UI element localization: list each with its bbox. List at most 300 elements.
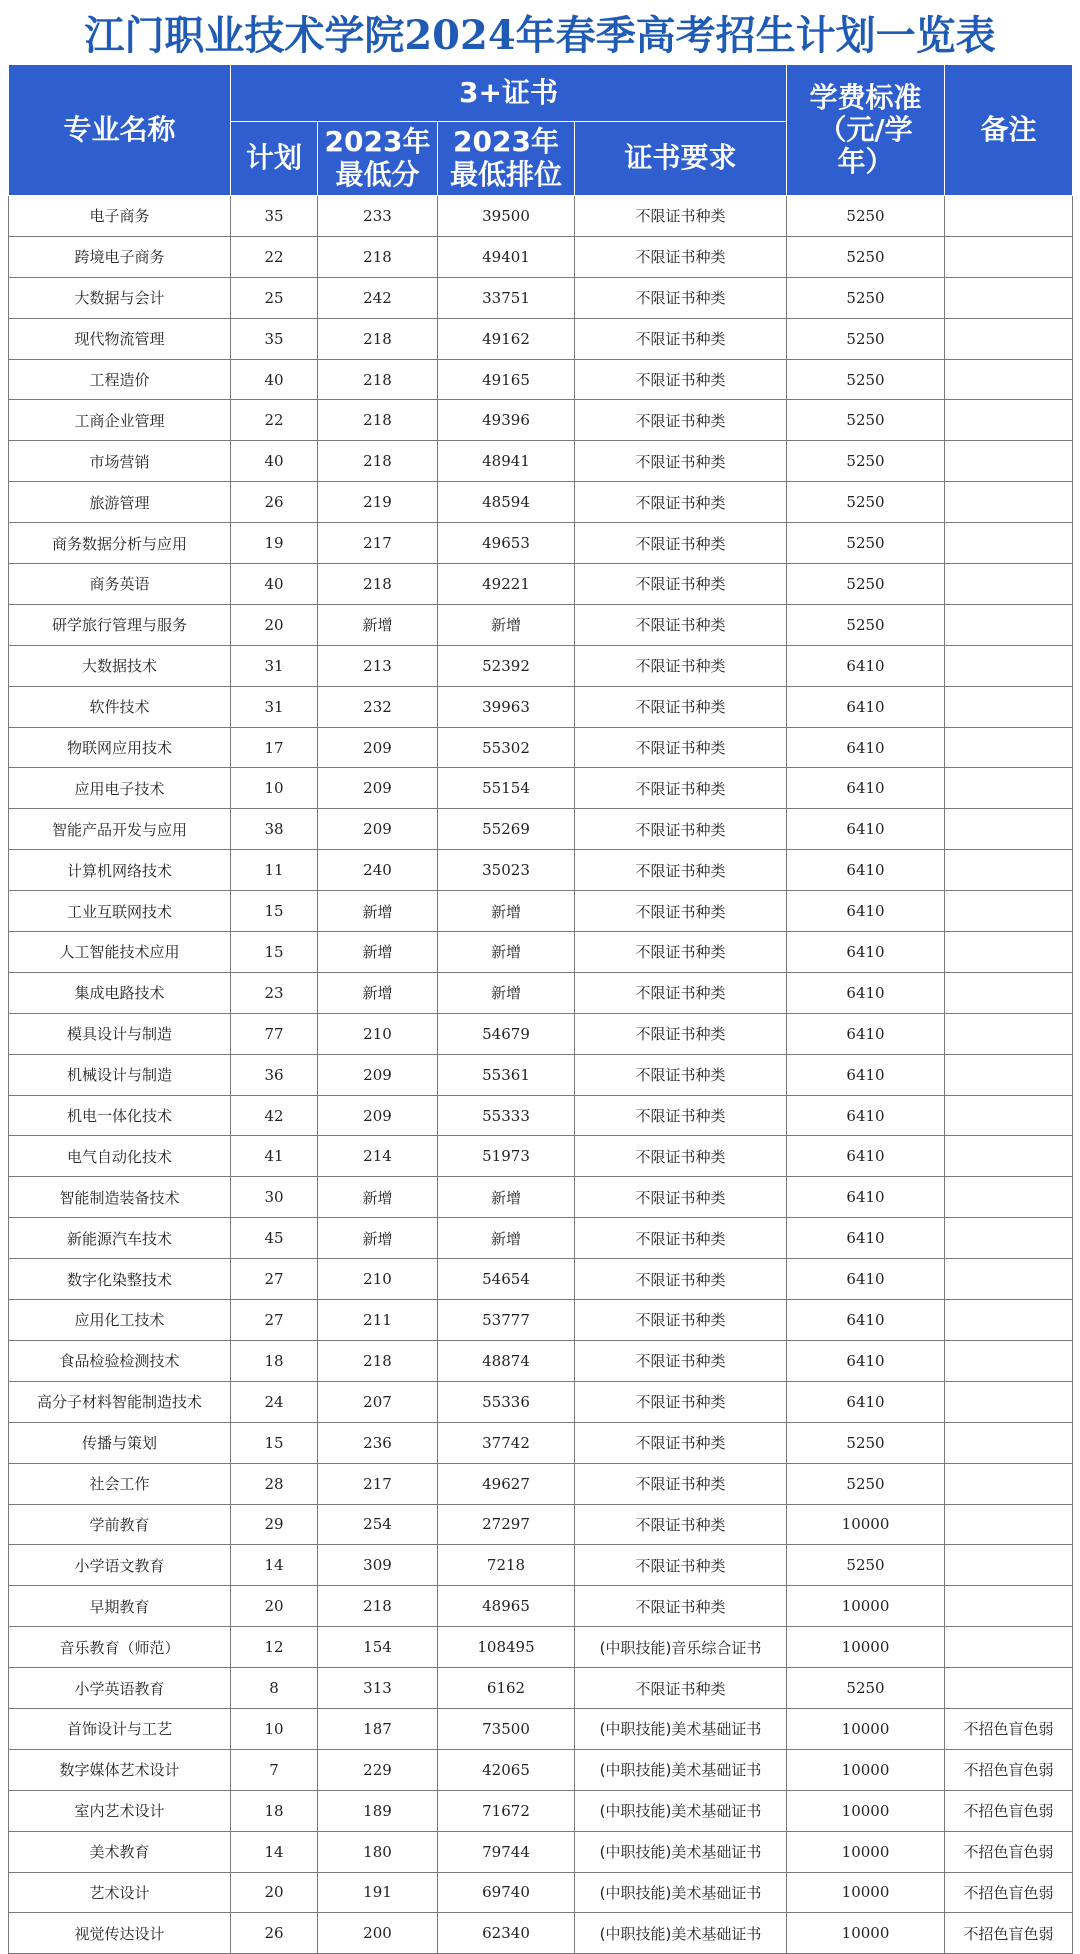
cell-plan: 41 — [231, 1136, 318, 1177]
cell-cert-requirement: 不限证书种类 — [575, 1463, 787, 1504]
cell-min-score: 新增 — [318, 932, 438, 973]
cell-cert-requirement: 不限证书种类 — [575, 359, 787, 400]
cell-min-score: 200 — [318, 1913, 438, 1954]
table-row — [9, 1831, 1073, 1872]
cell-fee: 6410 — [787, 1381, 945, 1422]
table-row — [9, 400, 1073, 441]
cell-fee: 6410 — [787, 1177, 945, 1218]
cell-min-rank: 71672 — [438, 1790, 575, 1831]
cell-fee: 6410 — [787, 1218, 945, 1259]
cell-min-score: 新增 — [318, 972, 438, 1013]
table-row — [9, 972, 1073, 1013]
cell-plan: 36 — [231, 1054, 318, 1095]
cell-note — [945, 1422, 1073, 1463]
cell-min-rank: 55336 — [438, 1381, 575, 1422]
cell-major: 计算机网络技术 — [9, 850, 231, 891]
cell-plan: 27 — [231, 1300, 318, 1341]
cell-min-rank: 35023 — [438, 850, 575, 891]
cell-fee: 6410 — [787, 645, 945, 686]
cell-cert-requirement: 不限证书种类 — [575, 482, 787, 523]
header-min-score: 2023年 最低分 — [318, 122, 438, 196]
cell-note — [945, 318, 1073, 359]
cell-note: 不招色盲色弱 — [945, 1872, 1073, 1913]
cell-plan: 12 — [231, 1627, 318, 1668]
header-fee: 学费标准 （元/学 年） — [787, 65, 945, 196]
cell-plan: 15 — [231, 932, 318, 973]
cell-note — [945, 236, 1073, 277]
cell-cert-requirement: 不限证书种类 — [575, 1054, 787, 1095]
table-row — [9, 686, 1073, 727]
cell-note — [945, 196, 1073, 237]
cell-cert-requirement: 不限证书种类 — [575, 809, 787, 850]
cell-min-score: 209 — [318, 1054, 438, 1095]
cell-plan: 19 — [231, 523, 318, 564]
cell-min-rank: 54654 — [438, 1259, 575, 1300]
cell-fee: 6410 — [787, 727, 945, 768]
table-row — [9, 1013, 1073, 1054]
cell-note — [945, 400, 1073, 441]
cell-cert-requirement: 不限证书种类 — [575, 1668, 787, 1709]
table-row — [9, 1708, 1073, 1749]
cell-cert-requirement: 不限证书种类 — [575, 1095, 787, 1136]
cell-min-rank: 新增 — [438, 604, 575, 645]
cell-cert-requirement: 不限证书种类 — [575, 891, 787, 932]
cell-plan: 11 — [231, 850, 318, 891]
cell-major: 机械设计与制造 — [9, 1054, 231, 1095]
cell-cert-requirement: 不限证书种类 — [575, 236, 787, 277]
cell-min-rank: 49221 — [438, 564, 575, 605]
table-row — [9, 359, 1073, 400]
table-row — [9, 523, 1073, 564]
cell-min-score: 240 — [318, 850, 438, 891]
cell-major: 传播与策划 — [9, 1422, 231, 1463]
cell-major: 首饰设计与工艺 — [9, 1708, 231, 1749]
cell-min-rank: 42065 — [438, 1749, 575, 1790]
cell-min-score: 218 — [318, 359, 438, 400]
cell-note — [945, 1013, 1073, 1054]
cell-note — [945, 564, 1073, 605]
cell-cert-requirement: (中职技能)音乐综合证书 — [575, 1627, 787, 1668]
cell-min-score: 254 — [318, 1504, 438, 1545]
header-note: 备注 — [945, 65, 1073, 196]
cell-note — [945, 972, 1073, 1013]
cell-plan: 38 — [231, 809, 318, 850]
cell-note — [945, 1381, 1073, 1422]
table-row — [9, 1259, 1073, 1300]
cell-min-rank: 33751 — [438, 277, 575, 318]
cell-major: 工程造价 — [9, 359, 231, 400]
cell-fee: 10000 — [787, 1913, 945, 1954]
cell-cert-requirement: 不限证书种类 — [575, 604, 787, 645]
cell-min-score: 新增 — [318, 604, 438, 645]
cell-min-score: 217 — [318, 1463, 438, 1504]
table-row — [9, 1586, 1073, 1627]
cell-min-score: 211 — [318, 1300, 438, 1341]
header-group-3plus-cert: 3+证书 — [231, 65, 787, 122]
cell-fee: 6410 — [787, 891, 945, 932]
cell-fee: 6410 — [787, 1095, 945, 1136]
cell-cert-requirement: 不限证书种类 — [575, 400, 787, 441]
cell-min-score: 242 — [318, 277, 438, 318]
cell-cert-requirement: 不限证书种类 — [575, 1422, 787, 1463]
cell-fee: 5250 — [787, 236, 945, 277]
cell-min-rank: 69740 — [438, 1872, 575, 1913]
cell-cert-requirement: 不限证书种类 — [575, 441, 787, 482]
cell-cert-requirement: (中职技能)美术基础证书 — [575, 1831, 787, 1872]
cell-major: 市场营销 — [9, 441, 231, 482]
cell-plan: 10 — [231, 1708, 318, 1749]
table-row — [9, 768, 1073, 809]
cell-plan: 15 — [231, 891, 318, 932]
cell-min-score: 180 — [318, 1831, 438, 1872]
cell-plan: 35 — [231, 318, 318, 359]
header-cert: 证书要求 — [575, 122, 787, 196]
cell-major: 音乐教育（师范） — [9, 1627, 231, 1668]
table-row — [9, 604, 1073, 645]
cell-fee: 10000 — [787, 1872, 945, 1913]
table-row — [9, 1872, 1073, 1913]
cell-note — [945, 891, 1073, 932]
table-row — [9, 564, 1073, 605]
cell-min-score: 313 — [318, 1668, 438, 1709]
cell-fee: 6410 — [787, 1136, 945, 1177]
cell-fee: 5250 — [787, 564, 945, 605]
cell-min-rank: 52392 — [438, 645, 575, 686]
cell-cert-requirement: (中职技能)美术基础证书 — [575, 1790, 787, 1831]
table-row — [9, 1381, 1073, 1422]
cell-note — [945, 1627, 1073, 1668]
table-row — [9, 1504, 1073, 1545]
cell-min-score: 214 — [318, 1136, 438, 1177]
cell-cert-requirement: 不限证书种类 — [575, 1013, 787, 1054]
cell-min-rank: 53777 — [438, 1300, 575, 1341]
cell-note: 不招色盲色弱 — [945, 1708, 1073, 1749]
cell-fee: 5250 — [787, 604, 945, 645]
cell-min-score: 219 — [318, 482, 438, 523]
cell-fee: 5250 — [787, 400, 945, 441]
cell-note — [945, 1504, 1073, 1545]
cell-min-score: 218 — [318, 441, 438, 482]
cell-fee: 10000 — [787, 1831, 945, 1872]
cell-plan: 40 — [231, 564, 318, 605]
table-row — [9, 236, 1073, 277]
cell-cert-requirement: 不限证书种类 — [575, 972, 787, 1013]
cell-major: 大数据与会计 — [9, 277, 231, 318]
cell-min-score: 189 — [318, 1790, 438, 1831]
cell-note — [945, 809, 1073, 850]
cell-plan: 40 — [231, 359, 318, 400]
page-title: 江门职业技术学院2024年春季高考招生计划一览表 — [84, 11, 996, 59]
cell-cert-requirement: 不限证书种类 — [575, 645, 787, 686]
cell-fee: 5250 — [787, 359, 945, 400]
cell-min-rank: 49165 — [438, 359, 575, 400]
cell-note — [945, 1259, 1073, 1300]
cell-note — [945, 1668, 1073, 1709]
cell-cert-requirement: (中职技能)美术基础证书 — [575, 1913, 787, 1954]
table-row — [9, 482, 1073, 523]
cell-cert-requirement: 不限证书种类 — [575, 1340, 787, 1381]
cell-major: 室内艺术设计 — [9, 1790, 231, 1831]
cell-note — [945, 727, 1073, 768]
table-row — [9, 727, 1073, 768]
cell-plan: 23 — [231, 972, 318, 1013]
cell-plan: 28 — [231, 1463, 318, 1504]
cell-note — [945, 686, 1073, 727]
cell-major: 数字化染整技术 — [9, 1259, 231, 1300]
cell-note: 不招色盲色弱 — [945, 1790, 1073, 1831]
table-row — [9, 1749, 1073, 1790]
cell-min-score: 232 — [318, 686, 438, 727]
cell-fee: 5250 — [787, 482, 945, 523]
table-row — [9, 1054, 1073, 1095]
cell-major: 艺术设计 — [9, 1872, 231, 1913]
cell-plan: 8 — [231, 1668, 318, 1709]
cell-plan: 29 — [231, 1504, 318, 1545]
cell-cert-requirement: 不限证书种类 — [575, 686, 787, 727]
cell-cert-requirement: 不限证书种类 — [575, 196, 787, 237]
cell-min-rank: 73500 — [438, 1708, 575, 1749]
cell-min-score: 217 — [318, 523, 438, 564]
cell-major: 社会工作 — [9, 1463, 231, 1504]
cell-note — [945, 441, 1073, 482]
cell-major: 智能制造装备技术 — [9, 1177, 231, 1218]
cell-major: 美术教育 — [9, 1831, 231, 1872]
cell-plan: 18 — [231, 1340, 318, 1381]
cell-min-score: 191 — [318, 1872, 438, 1913]
cell-note — [945, 1054, 1073, 1095]
cell-note — [945, 1545, 1073, 1586]
table-row — [9, 1300, 1073, 1341]
cell-plan: 35 — [231, 196, 318, 237]
header-plan: 计划 — [231, 122, 318, 196]
cell-plan: 31 — [231, 686, 318, 727]
cell-min-score: 218 — [318, 236, 438, 277]
cell-min-score: 233 — [318, 196, 438, 237]
cell-min-score: 229 — [318, 1749, 438, 1790]
cell-min-score: 新增 — [318, 1218, 438, 1259]
cell-min-rank: 48594 — [438, 482, 575, 523]
cell-min-score: 218 — [318, 1340, 438, 1381]
cell-min-score: 新增 — [318, 1177, 438, 1218]
cell-min-score: 218 — [318, 1586, 438, 1627]
cell-cert-requirement: 不限证书种类 — [575, 1586, 787, 1627]
cell-major: 新能源汽车技术 — [9, 1218, 231, 1259]
cell-plan: 45 — [231, 1218, 318, 1259]
table-row — [9, 1627, 1073, 1668]
cell-min-rank: 39500 — [438, 196, 575, 237]
header-major: 专业名称 — [9, 65, 231, 196]
enrollment-plan-table — [8, 64, 1073, 1954]
cell-plan: 40 — [231, 441, 318, 482]
cell-min-rank: 48874 — [438, 1340, 575, 1381]
cell-min-score: 218 — [318, 318, 438, 359]
cell-major: 物联网应用技术 — [9, 727, 231, 768]
cell-min-score: 187 — [318, 1708, 438, 1749]
cell-major: 小学语文教育 — [9, 1545, 231, 1586]
cell-major: 小学英语教育 — [9, 1668, 231, 1709]
cell-fee: 10000 — [787, 1586, 945, 1627]
cell-major: 数字媒体艺术设计 — [9, 1749, 231, 1790]
cell-min-rank: 55154 — [438, 768, 575, 809]
cell-note — [945, 482, 1073, 523]
cell-cert-requirement: 不限证书种类 — [575, 1177, 787, 1218]
cell-min-score: 210 — [318, 1259, 438, 1300]
cell-min-rank: 48965 — [438, 1586, 575, 1627]
cell-major: 商务英语 — [9, 564, 231, 605]
cell-min-rank: 48941 — [438, 441, 575, 482]
table-row — [9, 1177, 1073, 1218]
cell-fee: 6410 — [787, 850, 945, 891]
cell-cert-requirement: 不限证书种类 — [575, 850, 787, 891]
cell-min-rank: 49653 — [438, 523, 575, 564]
table-row — [9, 809, 1073, 850]
cell-cert-requirement: 不限证书种类 — [575, 1381, 787, 1422]
cell-note — [945, 359, 1073, 400]
cell-major: 研学旅行管理与服务 — [9, 604, 231, 645]
cell-min-rank: 49162 — [438, 318, 575, 359]
cell-min-rank: 62340 — [438, 1913, 575, 1954]
cell-note — [945, 1095, 1073, 1136]
cell-fee: 10000 — [787, 1504, 945, 1545]
cell-cert-requirement: 不限证书种类 — [575, 727, 787, 768]
cell-min-rank: 55333 — [438, 1095, 575, 1136]
cell-fee: 10000 — [787, 1708, 945, 1749]
cell-major: 商务数据分析与应用 — [9, 523, 231, 564]
cell-plan: 14 — [231, 1831, 318, 1872]
table-row — [9, 932, 1073, 973]
cell-plan: 20 — [231, 1586, 318, 1627]
cell-min-rank: 37742 — [438, 1422, 575, 1463]
cell-cert-requirement: 不限证书种类 — [575, 1259, 787, 1300]
cell-min-rank: 49396 — [438, 400, 575, 441]
table-row — [9, 1095, 1073, 1136]
cell-min-score: 209 — [318, 768, 438, 809]
cell-cert-requirement: 不限证书种类 — [575, 564, 787, 605]
cell-fee: 5250 — [787, 441, 945, 482]
cell-plan: 26 — [231, 482, 318, 523]
cell-min-rank: 49401 — [438, 236, 575, 277]
cell-plan: 31 — [231, 645, 318, 686]
cell-fee: 5250 — [787, 1422, 945, 1463]
cell-plan: 7 — [231, 1749, 318, 1790]
table-row — [9, 1136, 1073, 1177]
table-row — [9, 645, 1073, 686]
cell-cert-requirement: (中职技能)美术基础证书 — [575, 1749, 787, 1790]
cell-fee: 5250 — [787, 523, 945, 564]
cell-cert-requirement: 不限证书种类 — [575, 1504, 787, 1545]
cell-cert-requirement: (中职技能)美术基础证书 — [575, 1872, 787, 1913]
table-row — [9, 277, 1073, 318]
cell-note — [945, 277, 1073, 318]
cell-fee: 6410 — [787, 1340, 945, 1381]
cell-fee: 5250 — [787, 1545, 945, 1586]
cell-note — [945, 523, 1073, 564]
cell-fee: 6410 — [787, 768, 945, 809]
cell-min-rank: 新增 — [438, 1218, 575, 1259]
cell-cert-requirement: 不限证书种类 — [575, 1218, 787, 1259]
cell-major: 软件技术 — [9, 686, 231, 727]
table-row — [9, 891, 1073, 932]
cell-note — [945, 645, 1073, 686]
cell-major: 高分子材料智能制造技术 — [9, 1381, 231, 1422]
table-row — [9, 1790, 1073, 1831]
cell-min-rank: 55302 — [438, 727, 575, 768]
cell-min-score: 309 — [318, 1545, 438, 1586]
cell-note — [945, 1218, 1073, 1259]
cell-min-rank: 49627 — [438, 1463, 575, 1504]
cell-min-rank: 新增 — [438, 1177, 575, 1218]
table-row — [9, 1218, 1073, 1259]
cell-major: 应用化工技术 — [9, 1300, 231, 1341]
cell-plan: 30 — [231, 1177, 318, 1218]
cell-min-rank: 79744 — [438, 1831, 575, 1872]
cell-note — [945, 604, 1073, 645]
cell-plan: 77 — [231, 1013, 318, 1054]
cell-major: 工业互联网技术 — [9, 891, 231, 932]
table-row — [9, 1422, 1073, 1463]
cell-fee: 6410 — [787, 932, 945, 973]
cell-note — [945, 932, 1073, 973]
cell-major: 电气自动化技术 — [9, 1136, 231, 1177]
cell-plan: 15 — [231, 1422, 318, 1463]
cell-cert-requirement: 不限证书种类 — [575, 318, 787, 359]
cell-note: 不招色盲色弱 — [945, 1831, 1073, 1872]
cell-cert-requirement: 不限证书种类 — [575, 1300, 787, 1341]
cell-fee: 5250 — [787, 196, 945, 237]
cell-min-rank: 108495 — [438, 1627, 575, 1668]
cell-major: 跨境电子商务 — [9, 236, 231, 277]
cell-min-score: 207 — [318, 1381, 438, 1422]
cell-cert-requirement: 不限证书种类 — [575, 1545, 787, 1586]
cell-major: 机电一体化技术 — [9, 1095, 231, 1136]
cell-min-rank: 54679 — [438, 1013, 575, 1054]
table-row — [9, 1913, 1073, 1954]
cell-cert-requirement: 不限证书种类 — [575, 768, 787, 809]
cell-fee: 6410 — [787, 972, 945, 1013]
header-min-rank: 2023年 最低排位 — [438, 122, 575, 196]
cell-min-score: 209 — [318, 1095, 438, 1136]
cell-min-rank: 55269 — [438, 809, 575, 850]
cell-fee: 6410 — [787, 686, 945, 727]
cell-cert-requirement: 不限证书种类 — [575, 277, 787, 318]
table-row — [9, 1545, 1073, 1586]
cell-plan: 18 — [231, 1790, 318, 1831]
cell-note — [945, 1177, 1073, 1218]
cell-plan: 20 — [231, 1872, 318, 1913]
cell-major: 大数据技术 — [9, 645, 231, 686]
cell-min-score: 218 — [318, 400, 438, 441]
cell-min-score: 236 — [318, 1422, 438, 1463]
cell-note — [945, 768, 1073, 809]
cell-major: 模具设计与制造 — [9, 1013, 231, 1054]
cell-plan: 25 — [231, 277, 318, 318]
cell-plan: 42 — [231, 1095, 318, 1136]
table-row — [9, 850, 1073, 891]
table-row — [9, 1463, 1073, 1504]
cell-plan: 26 — [231, 1913, 318, 1954]
cell-major: 集成电路技术 — [9, 972, 231, 1013]
cell-fee: 10000 — [787, 1627, 945, 1668]
cell-min-rank: 新增 — [438, 891, 575, 932]
cell-plan: 22 — [231, 400, 318, 441]
cell-major: 学前教育 — [9, 1504, 231, 1545]
cell-note: 不招色盲色弱 — [945, 1749, 1073, 1790]
table-row — [9, 196, 1073, 237]
cell-fee: 10000 — [787, 1790, 945, 1831]
cell-major: 工商企业管理 — [9, 400, 231, 441]
cell-fee: 6410 — [787, 1300, 945, 1341]
cell-major: 应用电子技术 — [9, 768, 231, 809]
